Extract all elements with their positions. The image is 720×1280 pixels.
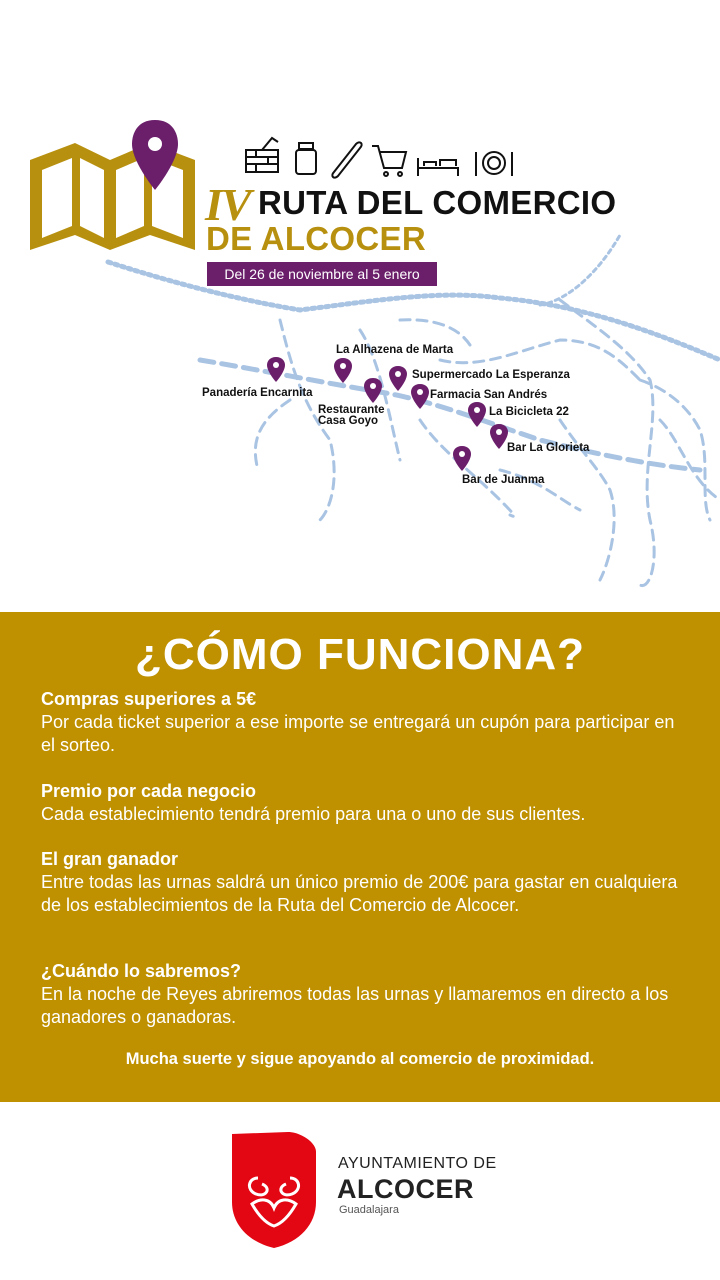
pin-icon[interactable]	[364, 378, 382, 403]
closing-message: Mucha suerte y sigue apoyando al comercio de proximidad.	[125, 1050, 595, 1068]
place-label: Bar de Juanma	[462, 474, 545, 486]
place-label: La Alhazena de Marta	[336, 344, 454, 356]
pin-icon[interactable]	[490, 424, 508, 449]
org-name-line-2: ALCOCER	[337, 1174, 474, 1204]
edition-number: IV	[205, 179, 250, 230]
org-name-line-1: AYUNTAMIENTO DE	[338, 1155, 497, 1172]
pin-icon[interactable]	[334, 358, 352, 383]
cart-icon	[372, 146, 406, 176]
place-label: Supermercado La Esperanza	[412, 369, 570, 381]
place-label: Farmacia San Andrés	[430, 389, 548, 401]
pin-icon[interactable]	[453, 446, 471, 471]
info-block	[41, 848, 681, 917]
pin-icon[interactable]	[267, 357, 285, 382]
info-block	[41, 780, 681, 826]
place-label: Bar La Glorieta	[507, 442, 590, 454]
block-title: Compras superiores a 5€	[41, 689, 257, 709]
block-text: Por cada ticket superior a ese importe se entregará un cupón para participar en el sorteo.	[41, 712, 675, 755]
dining-icon	[476, 152, 512, 176]
block-text: Cada establecimiento tendrá premio para una o uno de sus clientes.	[41, 804, 586, 824]
place-label: Casa Goyo	[318, 415, 379, 427]
block-title: El gran ganador	[41, 849, 179, 869]
block-title: Premio por cada negocio	[41, 781, 257, 801]
org-region: Guadalajara	[339, 1204, 399, 1216]
date-banner: Del 26 de noviembre al 5 enero	[207, 262, 437, 286]
bricks-icon	[246, 138, 278, 172]
poster-header	[0, 0, 720, 612]
block-text: En la noche de Reyes abriremos todas las urnas y llamaremos en directo a los ganadores o ganadoras.	[41, 984, 669, 1027]
block-title: ¿Cuándo lo sabremos?	[41, 961, 242, 981]
bed-icon	[418, 158, 458, 176]
place-label: Restaurante	[318, 404, 385, 416]
map-logo-icon	[30, 120, 195, 250]
info-section	[0, 612, 720, 1102]
section-heading: ¿CÓMO FUNCIONA?	[134, 630, 586, 679]
block-text: Entre todas las urnas saldrá un único premio de 200€ para gastar en cualquiera de los establecimientos de la Ruta del Comercio de Alcocer.	[41, 872, 678, 915]
pin-icon[interactable]	[411, 384, 429, 409]
info-block	[41, 688, 681, 757]
jar-icon	[296, 143, 316, 174]
title-line-1: RUTA DEL COMERCIO	[258, 184, 617, 221]
title-line-2: DE ALCOCER	[206, 220, 426, 257]
info-block	[41, 960, 681, 1029]
pin-icon[interactable]	[389, 366, 407, 391]
place-label: Panadería Encarnita	[202, 387, 313, 399]
bread-icon	[332, 142, 361, 177]
route-map	[0, 0, 720, 612]
place-label: La Bicicleta 22	[489, 406, 569, 418]
pin-icon[interactable]	[468, 402, 486, 427]
